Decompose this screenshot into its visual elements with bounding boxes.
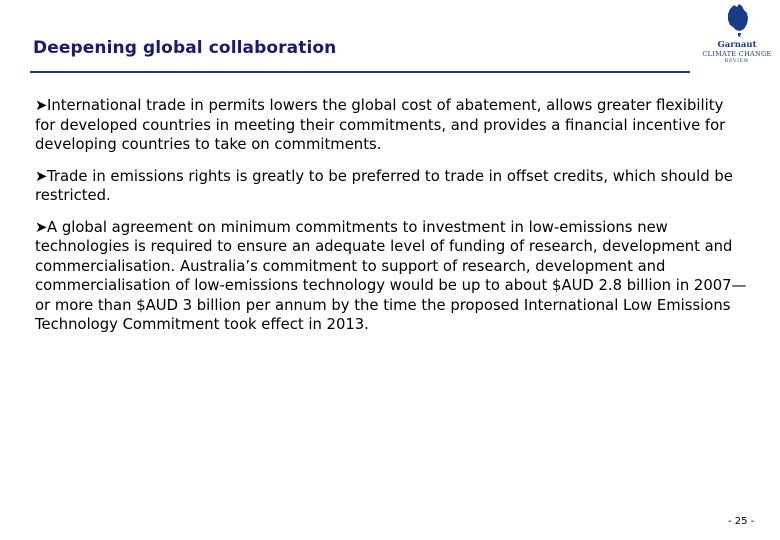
slide-title: Deepening global collaboration [33, 38, 337, 58]
bullet-list [35, 96, 747, 347]
page-number: - 25 - [728, 516, 755, 527]
bullet-text: International trade in permits lowers the global cost of abatement, allows greater flexibility for developed countries in meeting their commitments, and provides a financial incentive for developing countries to take on commitments. [35, 97, 726, 153]
logo-subtitle: CLIMATE CHANGE [702, 50, 772, 58]
arrow-bullet-icon: ➤ [35, 97, 48, 114]
bullet-item [35, 96, 747, 155]
bullet-item [35, 167, 747, 206]
arrow-bullet-icon: ➤ [35, 167, 48, 185]
garnaut-logo [697, 3, 777, 67]
logo-name: Garnaut [717, 40, 757, 50]
logo-review: REVIEW [724, 59, 750, 64]
bullet-text: A global agreement on minimum commitments to investment in low-emissions new technologies is required to ensure an adequate level of funding of research, development and commercialisation. Australia’s commitment to support of research, development and commercialisation of low-emissions technology would be up to about $AUD 2.8 billion in 2007—or more than $AUD 3 billion per annum by the time the proposed International Low Emissions Technology Commitment took effect in 2013. [35, 218, 747, 333]
bullet-item [35, 218, 747, 335]
arrow-bullet-icon: ➤ [35, 218, 48, 236]
australia-map-icon [727, 3, 749, 39]
bullet-text: Trade in emissions rights is greatly to be preferred to trade in offset credits, which should be restricted. [35, 167, 733, 204]
title-divider [30, 71, 690, 73]
